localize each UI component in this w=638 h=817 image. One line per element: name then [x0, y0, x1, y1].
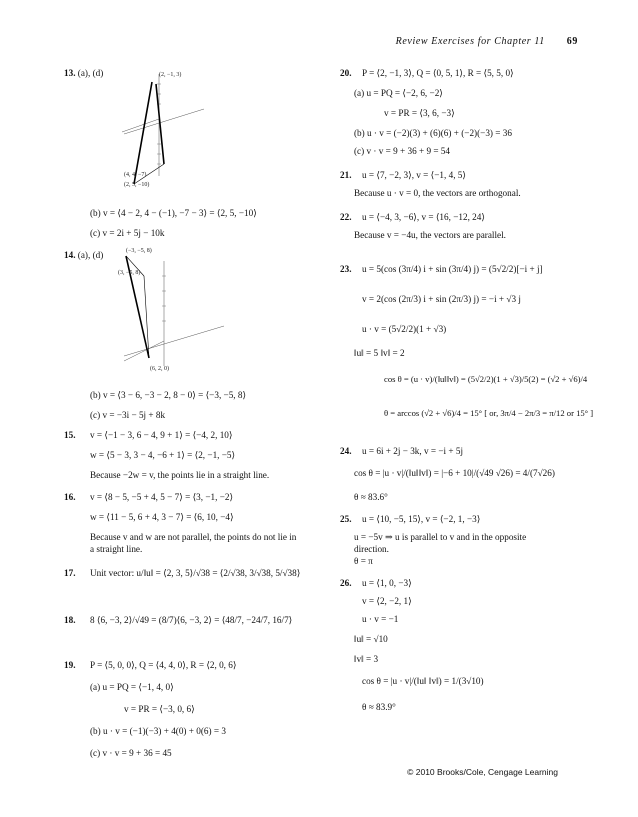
solution-line: θ = π — [354, 556, 373, 566]
running-header — [396, 36, 578, 47]
solution-line: u = ⟨1, 0, −3⟩ — [362, 578, 412, 588]
solution-line: Because u · v = 0, the vectors are orthogonal. — [354, 188, 521, 198]
problem-number: 20. — [340, 68, 352, 78]
copyright-footer: © 2010 Brooks/Cole, Cengage Learning — [407, 767, 558, 777]
solution-line: ‖u‖ = 5 ‖v‖ = 2 — [354, 348, 405, 358]
parts-label: (a), (d) — [77, 250, 104, 260]
solution-line: Because −2w = v, the points lie in a straight line. — [90, 470, 270, 480]
problem-number: 23. — [340, 264, 352, 274]
solution-line: cos θ = (u · v)/(‖u‖‖v‖) = (5√2/2)(1 + √3)/5(2) = (√2 + √6)/4 — [384, 374, 588, 384]
solution-line: v = ⟨−1 − 3, 6 − 4, 9 + 1⟩ = ⟨−4, 2, 10⟩ — [90, 430, 233, 440]
plot-label: (4, 4, −7) — [124, 172, 147, 178]
problem-number: 15. — [64, 430, 76, 440]
solution-line: v = PR = ⟨−3, 0, 6⟩ — [124, 704, 195, 714]
page-number: 69 — [566, 36, 578, 47]
plot-label: (2, 5, −10) — [124, 182, 150, 188]
solution-line: (c) v = −3i − 5j + 8k — [90, 410, 166, 420]
problem-number: 22. — [340, 212, 352, 222]
solution-line: u = ⟨7, −2, 3⟩, v = ⟨−1, 4, 5⟩ — [362, 170, 466, 180]
problem-number: 21. — [340, 170, 352, 180]
solution-line: (c) v · v = 9 + 36 = 45 — [90, 748, 172, 758]
solution-line: u = −5v ⇒ u is parallel to v and in the opposite — [354, 532, 527, 542]
plot-label: (3, −5, 8) — [118, 270, 141, 276]
solution-line: P = ⟨5, 0, 0⟩, Q = ⟨4, 4, 0⟩, R = ⟨2, 0, 6⟩ — [90, 660, 237, 670]
problem-number: 24. — [340, 446, 352, 456]
solution-line: v = 2(cos (2π/3) i + sin (2π/3) j) = −i + √3 j — [362, 294, 521, 304]
solution-line: (b) v = ⟨3 − 6, −3 − 2, 8 − 0⟩ = ⟨−3, −5, 8⟩ — [90, 390, 247, 400]
solution-line: (c) v = 2i + 5j − 10k — [90, 228, 165, 238]
solution-line: P = ⟨2, −1, 3⟩, Q = ⟨0, 5, 1⟩, R = ⟨5, 5, 0⟩ — [362, 68, 514, 78]
solution-line: v = ⟨2, −2, 1⟩ — [362, 596, 412, 606]
solution-line: Unit vector: u/‖u‖ = ⟨2, 3, 5⟩/√38 = ⟨2/√38, 3/√38, 5/√38⟩ — [90, 568, 301, 578]
problem-number: 25. — [340, 514, 352, 524]
solution-line: 8 ⟨6, −3, 2⟩/√49 = (8/7)⟨6, −3, 2⟩ = ⟨48/7, −24/7, 16/7⟩ — [90, 615, 293, 625]
solution-line: u = ⟨−4, 3, −6⟩, v = ⟨16, −12, 24⟩ — [362, 212, 485, 222]
problem-number: 26. — [340, 578, 352, 588]
solution-line: ‖u‖ = √10 — [354, 634, 388, 644]
solution-line: v = PR = ⟨3, 6, −3⟩ — [384, 108, 455, 118]
problem-number: 13. — [64, 68, 76, 78]
plot-label: (6, 2, 0) — [150, 366, 169, 372]
solution-line: θ ≈ 83.6° — [354, 492, 388, 502]
plot-label: (−3, −5, 8) — [126, 248, 152, 254]
solution-line: u · v = −1 — [362, 614, 399, 624]
solution-line: direction. — [354, 544, 389, 554]
solution-line: Because v and w are not parallel, the points do not lie in — [90, 532, 297, 542]
solution-line: θ ≈ 83.9° — [362, 702, 396, 712]
solution-line: (b) u · v = (−1)(−3) + 4(0) + 0(6) = 3 — [90, 726, 226, 736]
solution-line: (a) u = PQ = ⟨−1, 4, 0⟩ — [90, 682, 174, 692]
solution-line: u · v = (5√2/2)(1 + √3) — [362, 324, 447, 334]
vector-plot-13 — [104, 64, 264, 194]
problem-number: 19. — [64, 660, 76, 670]
solution-line: a straight line. — [90, 544, 143, 554]
solution-line: cos θ = |u · v|/(‖u‖ ‖v‖) = 1/(3√10) — [362, 676, 484, 686]
solution-line: u = ⟨10, −5, 15⟩, v = ⟨−2, 1, −3⟩ — [362, 514, 481, 524]
solution-line: (b) u · v = (−2)(3) + (6)(6) + (−2)(−3) = 36 — [354, 128, 512, 138]
solution-line: ‖v‖ = 3 — [354, 654, 379, 664]
problem-number: 17. — [64, 568, 76, 578]
solution-line: w = ⟨5 − 3, 3 − 4, −6 + 1⟩ = ⟨2, −1, −5⟩ — [90, 450, 236, 460]
solution-line: (b) v = ⟨4 − 2, 4 − (−1), −7 − 3⟩ = ⟨2, 5, −10⟩ — [90, 208, 257, 218]
problem-number: 18. — [64, 615, 76, 625]
plot-label: (2, −1, 3) — [159, 72, 182, 78]
solution-line: cos θ = |u · v|/(‖u‖‖v‖) = |−6 + 10|/(√49 √26) = 4/(7√26) — [354, 468, 555, 478]
solution-line: u = 6i + 2j − 3k, v = −i + 5j — [362, 446, 464, 456]
solution-line: w = ⟨11 − 5, 6 + 4, 3 − 7⟩ = ⟨6, 10, −4⟩ — [90, 512, 234, 522]
header-title: Review Exercises for Chapter 11 — [395, 36, 545, 47]
vector-plot-14 — [104, 246, 264, 376]
solution-line: u = 5(cos (3π/4) i + sin (3π/4) j) = (5√2/2)[−i + j] — [362, 264, 543, 274]
solution-line: (c) v · v = 9 + 36 + 9 = 54 — [354, 146, 450, 156]
solution-line: θ = arccos (√2 + √6)/4 = 15° [ or, 3π/4 − 2π/3 = π/12 or 15° ] — [384, 408, 594, 418]
problem-number: 16. — [64, 492, 76, 502]
solution-line: Because v = −4u, the vectors are parallel. — [354, 230, 506, 240]
parts-label: (a), (d) — [77, 68, 104, 78]
solution-line: (a) u = PQ = ⟨−2, 6, −2⟩ — [354, 88, 443, 98]
solution-line: v = ⟨8 − 5, −5 + 4, 5 − 7⟩ = ⟨3, −1, −2⟩ — [90, 492, 234, 502]
problem-number: 14. — [64, 250, 76, 260]
